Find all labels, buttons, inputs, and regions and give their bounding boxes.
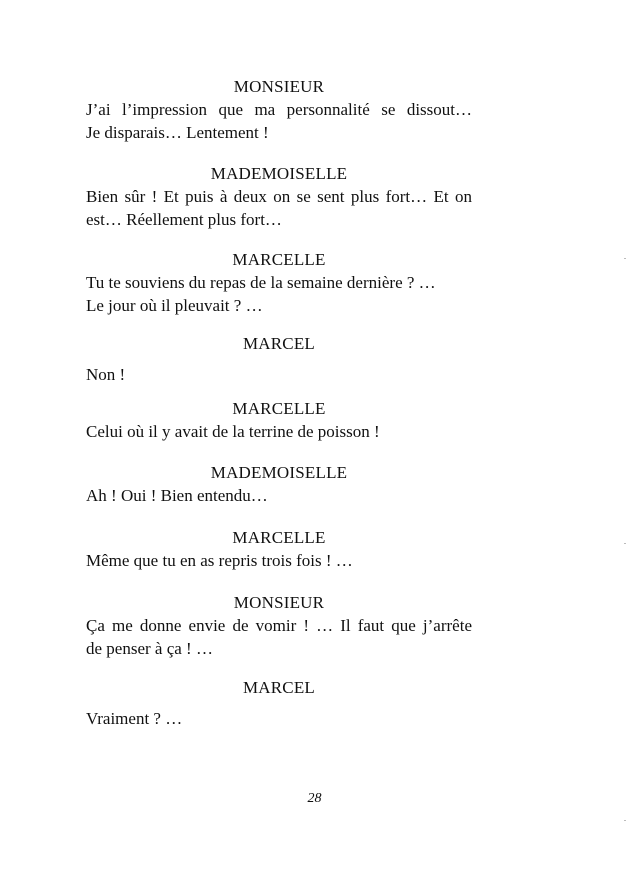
dialogue-line: est… Réellement plus fort… xyxy=(86,210,282,229)
dialogue-line: J’ai l’impression que ma personnalité se dissout… xyxy=(86,100,472,119)
speaker-name: MADEMOISELLE xyxy=(210,164,348,183)
speech-block xyxy=(86,249,472,317)
scan-edge-mark xyxy=(624,820,626,821)
speaker-name: MARCEL xyxy=(242,334,316,353)
speech-block xyxy=(86,462,472,507)
speaker-name: MARCELLE xyxy=(232,399,326,418)
dialogue-line: Le jour où il pleuvait ? … xyxy=(86,296,263,315)
speaker-name: MONSIEUR xyxy=(233,593,325,612)
speech-block xyxy=(86,527,472,572)
scan-edge-mark xyxy=(624,258,626,259)
dialogue-line: de penser à ça ! … xyxy=(86,639,213,658)
page-number: 28 xyxy=(307,791,322,806)
dialogue-line: Même que tu en as repris trois fois ! … xyxy=(86,551,353,570)
dialogue-line: Tu te souviens du repas de la semaine dernière ? … xyxy=(86,273,436,292)
speech-block xyxy=(86,163,472,231)
speech-block xyxy=(86,76,472,144)
speaker-name: MARCELLE xyxy=(232,528,326,547)
dialogue-line: Celui où il y avait de la terrine de poisson ! xyxy=(86,422,380,441)
scan-edge-mark xyxy=(624,543,626,544)
dialogue-line: Ah ! Oui ! Bien entendu… xyxy=(86,486,268,505)
dialogue-line: Bien sûr ! Et puis à deux on se sent plus fort… Et on xyxy=(86,187,472,206)
speech-block xyxy=(86,398,472,443)
speech-block xyxy=(86,677,472,730)
speaker-name: MARCELLE xyxy=(232,250,326,269)
speaker-name: MARCEL xyxy=(242,678,316,697)
speaker-name: MONSIEUR xyxy=(233,77,325,96)
dialogue-line: Vraiment ? … xyxy=(86,709,183,728)
dialogue-line: Ça me donne envie de vomir ! … Il faut que j’arrête xyxy=(86,616,472,635)
dialogue-line: Je disparais… Lentement ! xyxy=(86,123,269,142)
speaker-name: MADEMOISELLE xyxy=(210,463,348,482)
dialogue-line: Non ! xyxy=(86,365,126,384)
speech-block xyxy=(86,333,472,386)
speech-block xyxy=(86,592,472,660)
